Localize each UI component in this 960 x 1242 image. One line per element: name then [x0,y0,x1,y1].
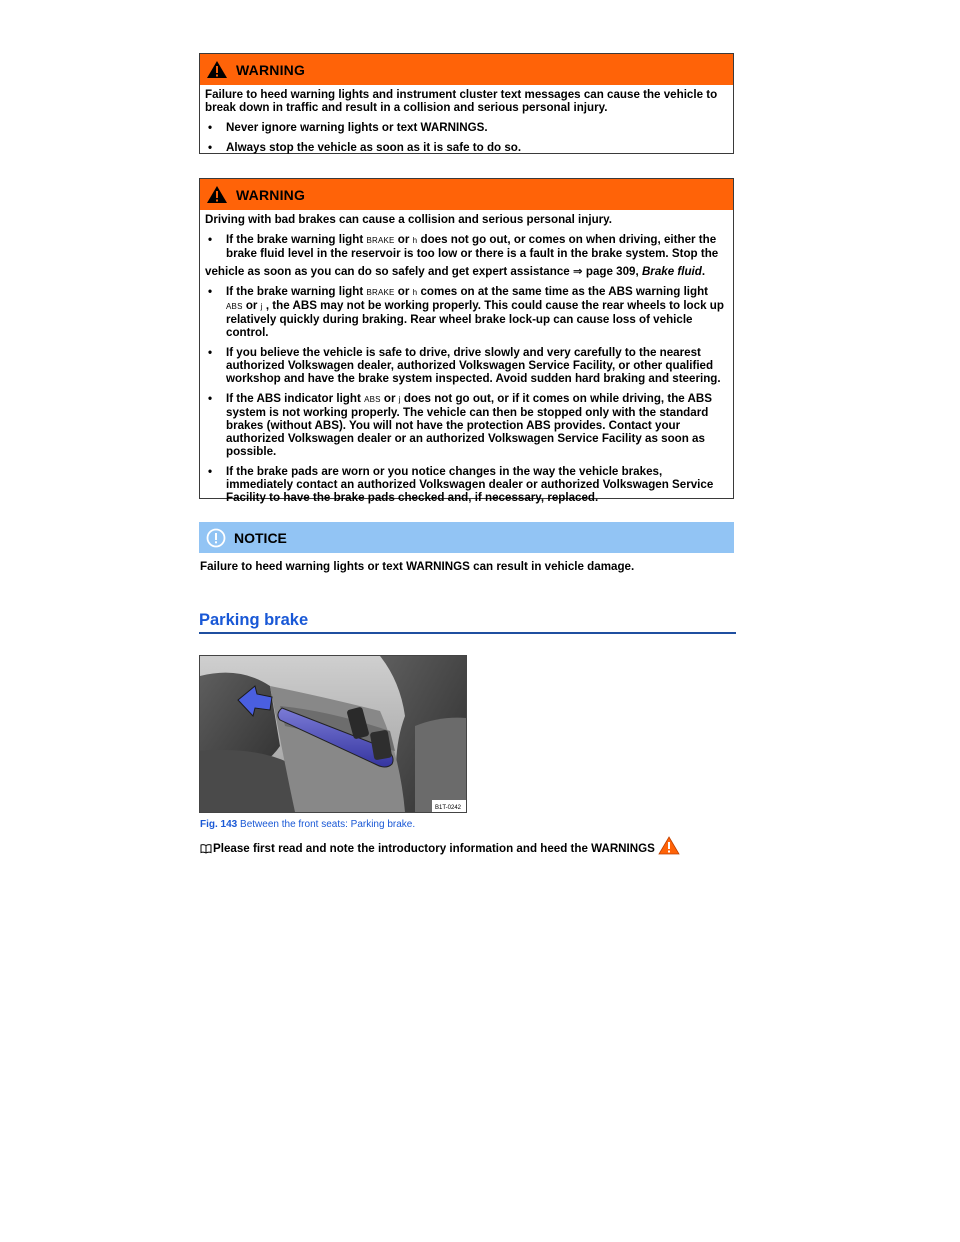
brake-indicator-label: BRAKE [366,288,395,297]
figure-number: Fig. 143 [200,819,238,830]
warning-bullet: • If you believe the vehicle is safe to drive, drive slowly and very carefully to the nearest authorized Volkswagen dealer, authorized Volkswagen Service Facility, or other qualified workshop and have the brake system inspected. Avoid sudden hard braking and steering. [208,346,721,385]
warning-bullet: • Always stop the vehicle as soon as it is safe to do so. [208,141,522,154]
intro-text: Please first read and note the introductory information and heed the WARNINGS [213,842,655,855]
abs-symbol: j [260,302,263,311]
warning-bullet-continuation: vehicle as soon as you can do so safely and get expert assistance ⇒ page 309, Brake fluid. [205,265,706,278]
warning-body [200,85,733,159]
warning-box-1 [199,53,734,154]
figure-code-label: B1T-0242 [435,805,462,811]
abs-indicator-label: ABS [364,395,381,404]
figure-caption: Fig. 143 Between the front seats: Parking brake. [200,819,416,830]
warning-header [200,179,733,210]
warning-triangle-icon [206,60,228,79]
warning-title: WARNING [236,186,306,203]
parking-brake-figure [199,655,467,813]
warning-triangle-icon [658,836,680,855]
warning-bullet: • Never ignore warning lights or text WARNINGS. [208,121,488,134]
abs-indicator-label: ABS [226,302,243,311]
section-heading: Parking brake [199,611,736,634]
intro-line [200,842,680,855]
notice-title: NOTICE [234,529,287,546]
warning-bullet: • If the brake warning light BRAKE or h comes on at the same time as the ABS warning light ABS or j , the ABS may not be working properly. This could cause the rear wheels to lock up relatively quickly during braking. Rear wheel brake lock-up can cause loss of vehicle control. [208,285,724,339]
brake-fluid-link[interactable]: Brake fluid [641,265,702,278]
warning-box-2 [199,178,734,504]
book-icon [200,843,212,854]
abs-symbol: j [398,395,401,404]
warning-bullet: • If the brake pads are worn or you notice changes in the way the vehicle brakes, immediately contact an authorized Volkswagen dealer or authorized Volkswagen Service Facility to have the brake pads checked and, if necessary, replaced. [208,465,714,504]
warning-title: WARNING [236,61,306,78]
warning-bullet: • If the ABS indicator light ABS or j does not go out, or if it comes on while driving, the ABS system is not working properly. The vehicle can then be stopped only with the standard brakes (without ABS). You will not have the protection ABS provides. Contact your authorized Volkswagen dealer or an authorized Volkswagen Service Facility as soon as possible. [208,392,713,458]
brake-indicator-label: BRAKE [366,236,395,245]
warning-body [200,210,733,509]
warning-header [200,54,733,85]
warning-triangle-icon [206,185,228,204]
parking-brake-illustration [200,656,466,812]
brake-symbol: h [412,236,418,245]
warning-intro: Driving with bad brakes can cause a collision and serious personal injury. [205,213,612,226]
notice-header [199,522,734,553]
notice-text: Failure to heed warning lights or text WARNINGS can result in vehicle damage. [200,560,635,573]
warning-bullet: • If the brake warning light BRAKE or h does not go out, or comes on when driving, either the brake fluid level in the reservoir is too low or there is a fault in the brake system. Stop the [208,233,719,260]
warning-intro: Failure to heed warning lights and instrument cluster text messages can cause the vehicle to break down in traffic and result in a collision and serious personal injury. [205,88,718,114]
exclamation-circle-icon [206,528,226,548]
brake-symbol: h [412,288,418,297]
